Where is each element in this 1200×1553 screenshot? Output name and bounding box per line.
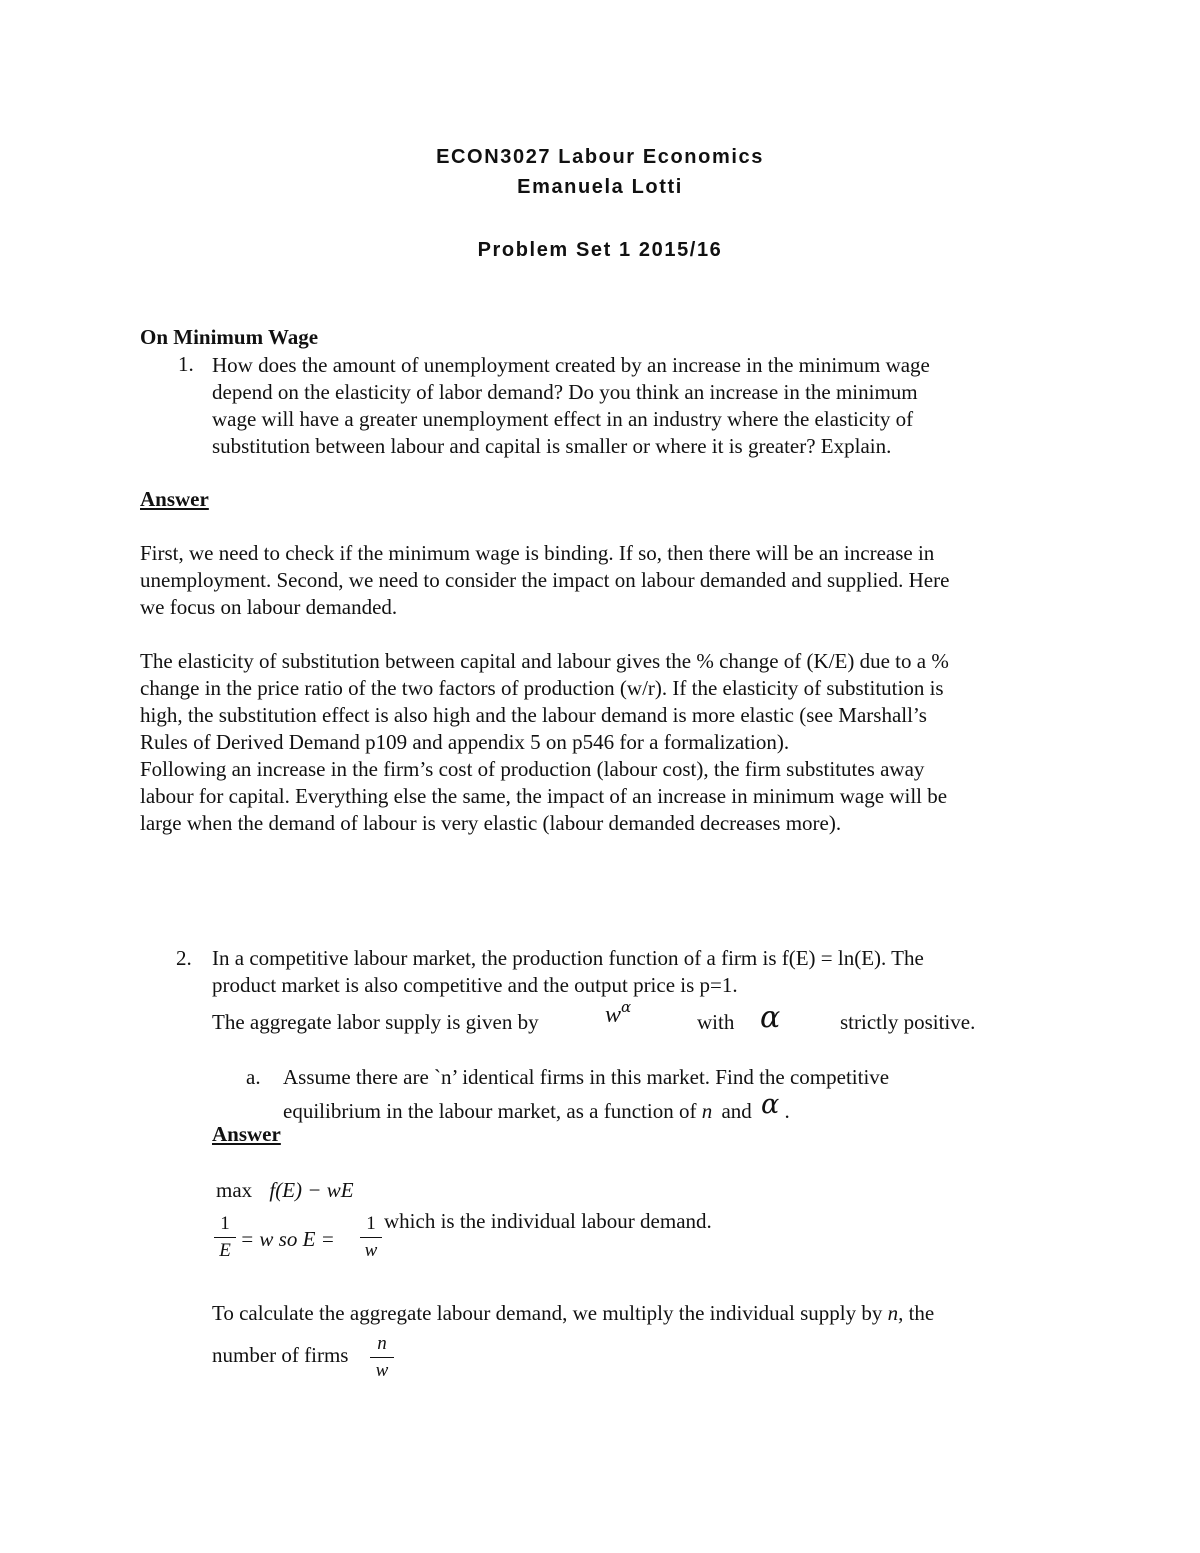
answer-1-label: Answer xyxy=(140,487,209,511)
fraction-denominator: E xyxy=(219,1240,231,1261)
supply-alpha-exponent: α xyxy=(621,998,632,1016)
answer-line: large when the demand of labour is very elastic (labour demanded decreases more). xyxy=(140,811,842,835)
alpha-symbol: α xyxy=(760,1000,781,1035)
answer-line: unemployment. Second, we need to consider the impact on labour demanded and supplied. Here xyxy=(140,568,950,592)
foc-note: which is the individual labour demand. xyxy=(384,1209,712,1233)
question-2-number: 2. xyxy=(176,946,192,970)
fraction-bar xyxy=(214,1237,236,1238)
fraction-numerator: 1 xyxy=(220,1213,230,1234)
answer-1-paragraph-2 xyxy=(140,648,949,837)
aggregate-demand-fraction xyxy=(370,1333,394,1382)
answer-line: The elasticity of substitution between capital and labour gives the % change of (K/E) due to a % xyxy=(140,649,949,673)
question-1-line: How does the amount of unemployment created by an increase in the minimum wage xyxy=(212,353,930,377)
with-text: with xyxy=(697,1010,735,1034)
answer-line: First, we need to check if the minimum wage is binding. If so, then there will be an increase in xyxy=(140,541,935,565)
question-2-line-1: In a competitive labour market, the production function of a firm is f(E) = ln(E). The xyxy=(212,946,924,970)
question-1-text xyxy=(212,352,930,460)
max-expression xyxy=(216,1178,354,1203)
fraction-numerator: n xyxy=(377,1333,387,1354)
fraction-bar xyxy=(370,1357,394,1358)
aggregate-text: To calculate the aggregate labour demand, we multiply the individual supply by xyxy=(212,1301,883,1325)
labor-supply-formula xyxy=(605,1000,631,1029)
question-1-number: 1. xyxy=(178,352,194,376)
section-heading-minimum-wage: On Minimum Wage xyxy=(140,325,319,349)
part-a-label: a. xyxy=(246,1065,261,1089)
answer-line: change in the price ratio of the two factors of production (w/r). If the elasticity of substitution is xyxy=(140,676,944,700)
answer-1-paragraph-1 xyxy=(140,540,949,621)
question-1-line: substitution between labour and capital is smaller or where it is greater? Explain. xyxy=(212,434,892,458)
answer-line: high, the substitution effect is also high and the labour demand is more elastic (see Marshall’s xyxy=(140,703,927,727)
problem-set-title: Problem Set 1 2015/16 xyxy=(477,239,723,261)
question-2-line-2: product market is also competitive and the output price is p=1. xyxy=(212,973,738,997)
answer-line: we focus on labour demanded. xyxy=(140,595,398,619)
strictly-positive-text: strictly positive. xyxy=(840,1010,976,1034)
fraction-denominator: w xyxy=(375,1360,389,1381)
author-name: Emanuela Lotti xyxy=(517,176,683,198)
aggregate-demand-line-1 xyxy=(212,1301,934,1326)
answer-line: Following an increase in the firm’s cost of production (labour cost), the firm substitutes away xyxy=(140,757,925,781)
alpha-symbol: α xyxy=(761,1089,780,1120)
question-1-line: depend on the elasticity of labor demand? Do you think an increase in the minimum xyxy=(212,380,918,404)
profit-expression: f(E) − wE xyxy=(269,1178,354,1202)
course-title: ECON3027 Labour Economics xyxy=(436,146,764,168)
question-1-line: wage will have a greater unemployment effect in an industry where the elasticity of xyxy=(212,407,914,431)
n-symbol: n xyxy=(701,1099,713,1123)
fraction-bar xyxy=(360,1237,382,1238)
fraction-denominator: w xyxy=(364,1240,378,1261)
labor-supply-text: The aggregate labor supply is given by xyxy=(212,1010,539,1034)
aggregate-demand-line-2: number of firms xyxy=(212,1343,349,1367)
answer-line: labour for capital. Everything else the same, the impact of an increase in minimum wage will be xyxy=(140,784,948,808)
foc-equation-middle: = w so E = xyxy=(240,1227,335,1251)
max-label: max xyxy=(216,1178,253,1202)
fraction-numerator: 1 xyxy=(366,1213,376,1234)
period: . xyxy=(784,1099,790,1123)
n-symbol: n, xyxy=(887,1301,904,1325)
part-a-line-2 xyxy=(283,1089,790,1125)
and-text: and xyxy=(721,1099,752,1123)
answer-2-label: Answer xyxy=(212,1122,281,1146)
answer-line: Rules of Derived Demand p109 and appendix 5 on p546 for a formalization). xyxy=(140,730,790,754)
foc-fraction-rhs xyxy=(360,1213,382,1262)
part-a-line-1: Assume there are `n’ identical firms in this market. Find the competitive xyxy=(283,1065,890,1089)
aggregate-text-end: the xyxy=(908,1301,935,1325)
part-a-text: equilibrium in the labour market, as a function of xyxy=(283,1099,697,1123)
foc-fraction-lhs xyxy=(214,1213,236,1262)
supply-w-symbol: w xyxy=(605,1002,622,1028)
